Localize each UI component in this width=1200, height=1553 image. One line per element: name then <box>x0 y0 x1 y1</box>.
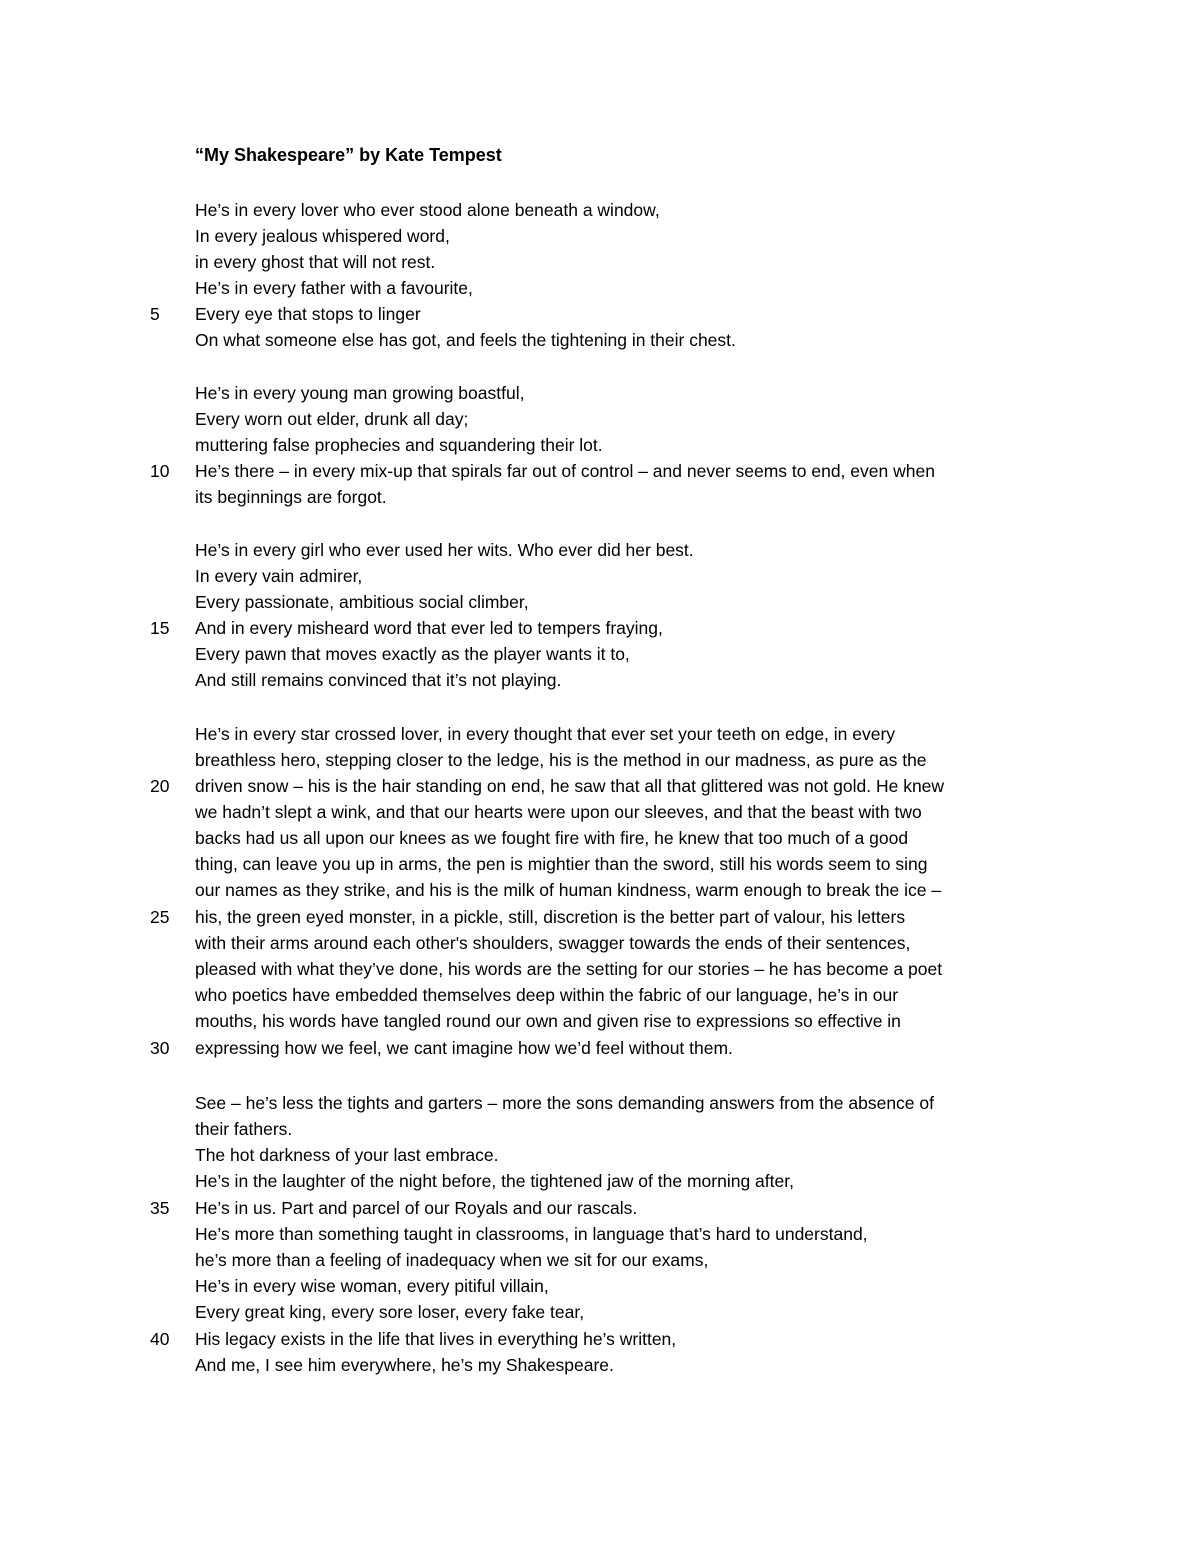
line-number: 10 <box>150 461 170 481</box>
poem-line: our names as they strike, and his is the milk of human kindness, warm enough to break the ice – <box>195 880 942 900</box>
poem-line: his, the green eyed monster, in a pickle, still, discretion is the better part of valour, his letters <box>195 907 906 927</box>
poem-line: he’s more than a feeling of inadequacy when we sit for our exams, <box>195 1250 709 1270</box>
poem-line: Every great king, every sore loser, every fake tear, <box>195 1302 585 1322</box>
poem-line: Every worn out elder, drunk all day; <box>195 409 469 429</box>
poem-line: mouths, his words have tangled round our own and given rise to expressions so effective in <box>195 1011 901 1031</box>
poem-line: His legacy exists in the life that lives in everything he’s written, <box>195 1329 677 1349</box>
poem-line: He’s there – in every mix-up that spirals far out of control – and never seems to end, even when <box>195 461 935 481</box>
poem-line: He’s in the laughter of the night before, the tightened jaw of the morning after, <box>195 1171 794 1191</box>
poem-line: He’s in every lover who ever stood alone beneath a window, <box>195 200 660 220</box>
poem-line: And in every misheard word that ever led to tempers fraying, <box>195 618 663 638</box>
poem-line: He’s in every star crossed lover, in every thought that ever set your teeth on edge, in every <box>195 724 896 744</box>
poem-title: “My Shakespeare” by Kate Tempest <box>195 145 502 165</box>
line-number: 25 <box>150 907 170 927</box>
poem-line: He’s in every young man growing boastful, <box>195 383 525 403</box>
poem-line: thing, can leave you up in arms, the pen is mightier than the sword, still his words seem to sing <box>195 854 928 874</box>
line-number: 20 <box>150 776 170 796</box>
poem-line: See – he’s less the tights and garters – more the sons demanding answers from the absence of <box>195 1093 934 1113</box>
poem-line: And me, I see him everywhere, he’s my Shakespeare. <box>195 1355 614 1375</box>
line-number: 5 <box>150 304 160 324</box>
line-number: 30 <box>150 1038 170 1058</box>
poem-line: He’s more than something taught in classrooms, in language that’s hard to understand, <box>195 1224 868 1244</box>
poem-line: Every passionate, ambitious social climber, <box>195 592 529 612</box>
line-number: 15 <box>150 618 170 638</box>
poem-line: He’s in every father with a favourite, <box>195 278 473 298</box>
poem-line: He’s in every wise woman, every pitiful villain, <box>195 1276 549 1296</box>
poem-line: In every jealous whispered word, <box>195 226 450 246</box>
line-number: 40 <box>150 1329 170 1349</box>
poem-line: He’s in us. Part and parcel of our Royals and our rascals. <box>195 1198 638 1218</box>
poem-line: pleased with what they’ve done, his words are the setting for our stories – he has become a poet <box>195 959 943 979</box>
poem-line: with their arms around each other's shoulders, swagger towards the ends of their sentences, <box>195 933 911 953</box>
poem-line: The hot darkness of your last embrace. <box>195 1145 499 1165</box>
poem-line: its beginnings are forgot. <box>195 487 387 507</box>
poem-line: In every vain admirer, <box>195 566 363 586</box>
poem-line: who poetics have embedded themselves deep within the fabric of our language, he’s in our <box>195 985 899 1005</box>
line-number: 35 <box>150 1198 170 1218</box>
poem-line: expressing how we feel, we cant imagine how we’d feel without them. <box>195 1038 733 1058</box>
poem-line: backs had us all upon our knees as we fought fire with fire, he knew that too much of a good <box>195 828 909 848</box>
poem-line: Every eye that stops to linger <box>195 304 421 324</box>
poem-line: in every ghost that will not rest. <box>195 252 436 272</box>
poem-line: breathless hero, stepping closer to the ledge, his is the method in our madness, as pure as the <box>195 750 927 770</box>
poem-line: On what someone else has got, and feels the tightening in their chest. <box>195 330 736 350</box>
poem-line: Every pawn that moves exactly as the player wants it to, <box>195 644 630 664</box>
poem-line: we hadn’t slept a wink, and that our hearts were upon our sleeves, and that the beast with two <box>195 802 922 822</box>
poem-line: And still remains convinced that it’s not playing. <box>195 670 562 690</box>
poem-line: their fathers. <box>195 1119 293 1139</box>
poem-line: muttering false prophecies and squandering their lot. <box>195 435 603 455</box>
poem-line: driven snow – his is the hair standing on end, he saw that all that glittered was not gold. He knew <box>195 776 945 796</box>
poem-line: He’s in every girl who ever used her wits. Who ever did her best. <box>195 540 694 560</box>
